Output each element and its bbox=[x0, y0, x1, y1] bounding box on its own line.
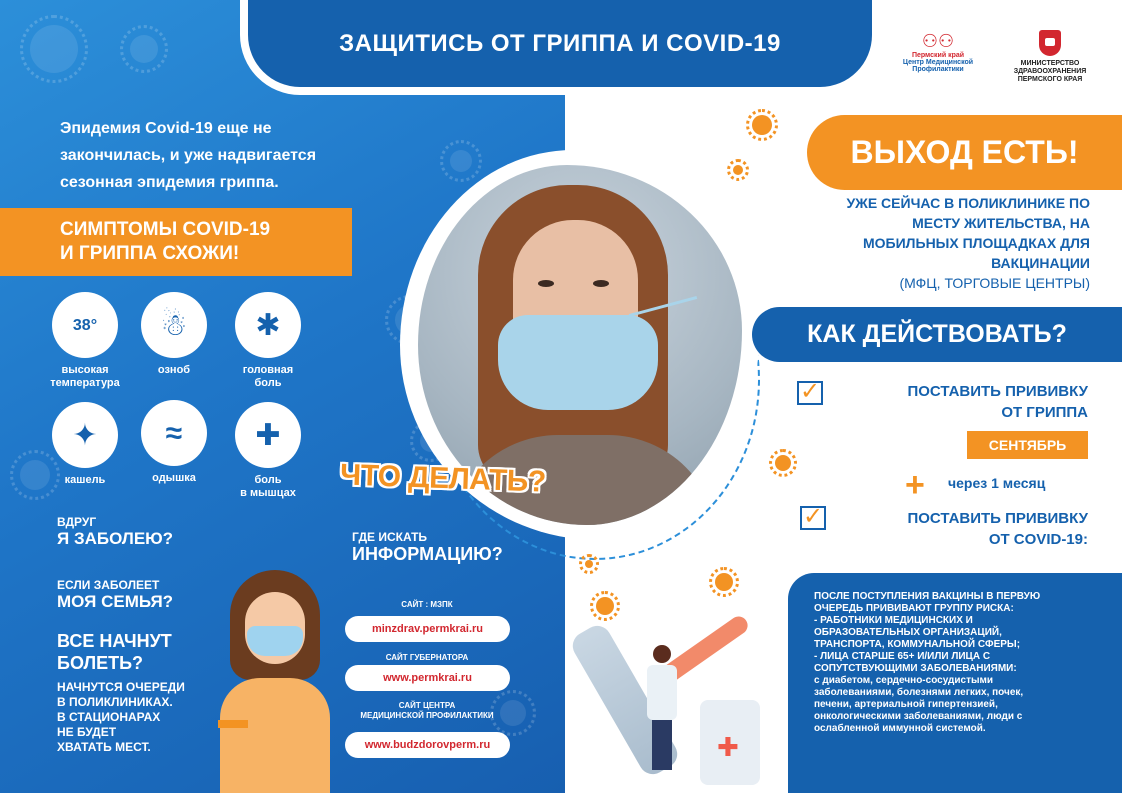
symptom-chills bbox=[124, 292, 224, 377]
intro-text bbox=[60, 115, 370, 196]
logo-center-line2: Центр Медицинской Профилактики bbox=[902, 59, 974, 73]
symptom-label: в мышцах bbox=[240, 487, 296, 499]
doctor-figure bbox=[645, 645, 679, 775]
site-label bbox=[327, 701, 527, 721]
risk-line: ОБРАЗОВАТЕЛЬНЫХ ОРГАНИЗАЦИЙ, bbox=[814, 627, 1002, 638]
ministry-line1: МИНИСТЕРСТВО bbox=[1020, 60, 1080, 67]
ministry-line2: ЗДРАВООХРАНЕНИЯ bbox=[1013, 68, 1087, 75]
question-text: НЕ БУДЕТ bbox=[57, 725, 117, 739]
info-heading-small: ГДЕ ИСКАТЬ bbox=[352, 530, 428, 544]
question-text: ХВАТАТЬ МЕСТ. bbox=[57, 740, 151, 754]
places-line: МОБИЛЬНЫХ ПЛОЩАДКАХ ДЛЯ bbox=[863, 235, 1090, 251]
interval-text: через 1 месяц bbox=[948, 475, 1046, 491]
risk-line: ослабленной иммунной системой. bbox=[814, 723, 986, 734]
woman-eye bbox=[538, 280, 554, 287]
coat-of-arms-icon bbox=[1039, 30, 1061, 56]
plus-icon: + bbox=[905, 466, 925, 504]
chills-icon: ☃ bbox=[141, 292, 207, 358]
risk-line: - РАБОТНИКИ МЕДИЦИНСКИХ И bbox=[814, 615, 973, 626]
breathless-icon: ≈ bbox=[141, 400, 207, 466]
site-link-minzdrav[interactable]: minzdrav.permkrai.ru bbox=[345, 616, 510, 642]
doctor-torso bbox=[647, 665, 677, 720]
vaccination-places-text bbox=[760, 193, 1090, 293]
step-flu-vaccine bbox=[840, 381, 1088, 423]
face-mask-icon bbox=[247, 626, 303, 656]
symptom-breathless bbox=[124, 400, 224, 485]
question-text: НАЧНУТСЯ ОЧЕРЕДИ bbox=[57, 680, 185, 694]
sick-girl-illustration bbox=[210, 570, 340, 793]
question-big: Я ЗАБОЛЕЮ? bbox=[57, 529, 174, 548]
girl-sleeve-band bbox=[218, 720, 248, 728]
checkbox-icon: ✓ bbox=[800, 506, 826, 530]
page-title: ЗАЩИТИСЬ ОТ ГРИППА И COVID-19 bbox=[339, 29, 781, 57]
symptom-label: головная bbox=[242, 364, 294, 376]
step-covid-vaccine bbox=[840, 508, 1088, 550]
virus-decor-icon bbox=[130, 35, 158, 63]
step-line: ОТ ГРИППА bbox=[1001, 404, 1088, 421]
girl-body bbox=[220, 678, 330, 793]
cough-icon: ✦ bbox=[52, 402, 118, 468]
doctor-legs bbox=[652, 720, 672, 770]
symptom-cough bbox=[35, 402, 135, 487]
question-big: БОЛЕТЬ? bbox=[57, 653, 144, 673]
question-small: ВДРУГ bbox=[57, 515, 97, 529]
places-line: МЕСТУ ЖИТЕЛЬСТВА, НА bbox=[912, 215, 1090, 231]
question-text: В СТАЦИОНАРАХ bbox=[57, 710, 161, 724]
places-line: (МФЦ, ТОРГОВЫЕ ЦЕНТРЫ) bbox=[899, 275, 1090, 291]
virus-decor-icon bbox=[775, 455, 791, 471]
risk-line: заболеваниями, болезнями легких, почек, bbox=[814, 687, 1024, 698]
virus-decor-icon bbox=[733, 165, 743, 175]
site-label-line: МЕДИЦИНСКОЙ ПРОФИЛАКТИКИ bbox=[360, 711, 494, 720]
medical-cross-icon: ✚ bbox=[717, 732, 739, 762]
risk-group-box bbox=[788, 573, 1122, 793]
intro-line: Эпидемия Covid-19 еще не bbox=[60, 120, 272, 137]
question-text: В ПОЛИКЛИНИКАХ. bbox=[57, 695, 173, 709]
virus-decor-icon bbox=[752, 115, 772, 135]
info-heading-big: ИНФОРМАЦИЮ? bbox=[352, 544, 503, 564]
symptom-label: одышка bbox=[152, 472, 196, 484]
step-line: ОТ COVID-19: bbox=[988, 531, 1088, 548]
intro-line: закончилась, и уже надвигается bbox=[60, 147, 317, 164]
risk-line: печени, артериальной гипертензией, bbox=[814, 699, 998, 710]
exit-heading: ВЫХОД ЕСТЬ! bbox=[850, 134, 1079, 170]
virus-decor-icon bbox=[30, 25, 78, 73]
doctor-head bbox=[653, 645, 671, 663]
how-to-act-banner bbox=[752, 307, 1122, 362]
site-label: САЙТ ГУБЕРНАТОРА bbox=[385, 653, 469, 662]
center-medical-prevention-logo bbox=[898, 30, 978, 90]
symptom-fever bbox=[35, 292, 135, 390]
question-big: ВСЕ НАЧНУТ bbox=[57, 631, 172, 651]
step-line: ПОСТАВИТЬ ПРИВИВКУ bbox=[907, 510, 1088, 527]
symptoms-heading-line2: И ГРИППА СХОЖИ! bbox=[60, 243, 240, 264]
ministry-line3: ПЕРМСКОГО КРАЯ bbox=[1017, 76, 1083, 83]
site-label: САЙТ : МЗПК bbox=[401, 600, 453, 609]
woman-eye bbox=[593, 280, 609, 287]
checkbox-icon: ✓ bbox=[797, 381, 823, 405]
symptom-label: боль bbox=[254, 474, 282, 486]
site-label-line: САЙТ ЦЕНТРА bbox=[398, 701, 456, 710]
places-line: УЖЕ СЕЙЧАС В ПОЛИКЛИНИКЕ ПО bbox=[846, 195, 1090, 211]
question-i-get-sick bbox=[57, 515, 173, 549]
risk-line: ОЧЕРЕДЬ ПРИВИВАЮТ ГРУППУ РИСКА: bbox=[814, 603, 1014, 614]
site-link-budzdorov[interactable]: www.budzdorovperm.ru bbox=[345, 732, 510, 758]
what-to-do-heading: ЧТО ДЕЛАТЬ? bbox=[339, 458, 547, 499]
vaccination-illustration bbox=[585, 560, 785, 793]
headache-icon: ✱ bbox=[235, 292, 301, 358]
symptom-label: озноб bbox=[157, 364, 191, 376]
logo-center-line1: Пермский край bbox=[911, 52, 965, 59]
thermometer-icon: 38° bbox=[52, 292, 118, 358]
symptom-label: высокая bbox=[61, 364, 109, 376]
exit-banner bbox=[807, 115, 1122, 190]
muscle-pain-icon: ✚ bbox=[235, 402, 301, 468]
symptoms-banner bbox=[0, 208, 352, 276]
risk-line: с диабетом, сердечно-сосудистыми bbox=[814, 675, 994, 686]
risk-line: онкологическими заболеваниями, люди с bbox=[814, 711, 1023, 722]
question-family-sick bbox=[57, 578, 173, 612]
how-to-act-heading: КАК ДЕЙСТВОВАТЬ? bbox=[807, 320, 1067, 348]
month-badge: СЕНТЯБРЬ bbox=[967, 431, 1088, 459]
site-link-permkrai[interactable]: www.permkrai.ru bbox=[345, 665, 510, 691]
question-small: ЕСЛИ ЗАБОЛЕЕТ bbox=[57, 578, 160, 592]
people-figures-icon: ⚇⚇ bbox=[921, 31, 955, 51]
ministry-logo bbox=[1005, 30, 1095, 90]
symptom-label: боль bbox=[254, 377, 282, 389]
risk-line: ПОСЛЕ ПОСТУПЛЕНИЯ ВАКЦИНЫ В ПЕРВУЮ bbox=[814, 591, 1041, 602]
places-line: ВАКЦИНАЦИИ bbox=[991, 255, 1090, 271]
question-big: МОЯ СЕМЬЯ? bbox=[57, 592, 174, 611]
risk-line: - ЛИЦА СТАРШЕ 65+ И/ИЛИ ЛИЦА С bbox=[814, 651, 991, 662]
symptom-muscle-pain bbox=[218, 402, 318, 500]
symptom-headache bbox=[218, 292, 318, 390]
intro-line: сезонная эпидемия гриппа. bbox=[60, 174, 279, 191]
title-banner bbox=[240, 0, 880, 95]
risk-line: СОПУТСТВУЮЩИМИ ЗАБОЛЕВАНИЯМИ: bbox=[814, 663, 1017, 674]
symptoms-heading-line1: СИМПТОМЫ COVID-19 bbox=[60, 219, 271, 240]
face-mask-icon bbox=[498, 315, 658, 410]
step-line: ПОСТАВИТЬ ПРИВИВКУ bbox=[907, 383, 1088, 400]
risk-line: ТРАНСПОРТА, КОММУНАЛЬНОЙ СФЕРЫ; bbox=[814, 639, 1021, 650]
symptom-label: температура bbox=[50, 377, 120, 389]
symptom-label: кашель bbox=[64, 474, 106, 486]
question-everyone-sick bbox=[57, 630, 185, 755]
